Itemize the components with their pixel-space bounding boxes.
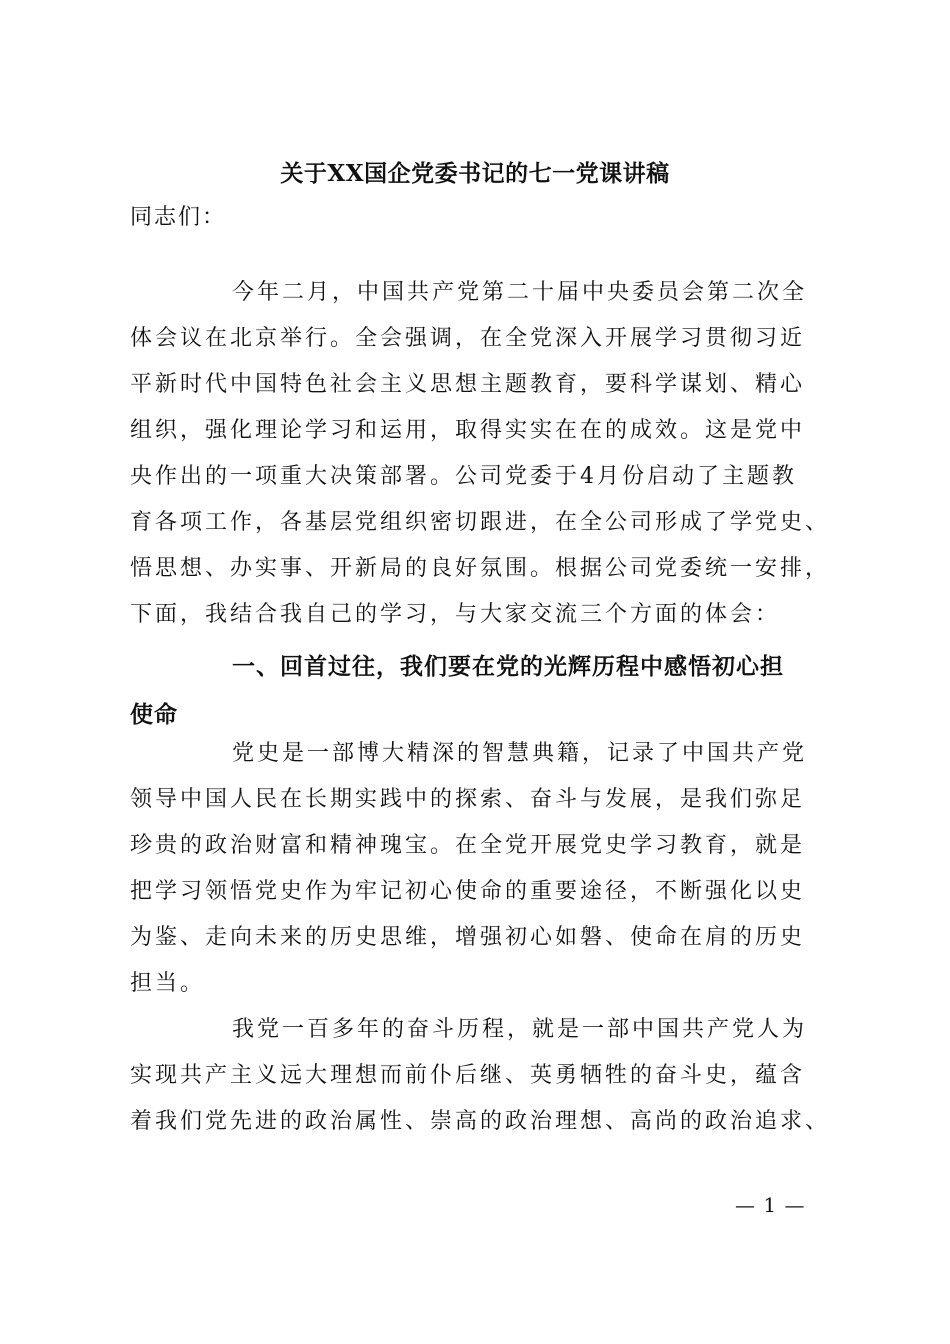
heading-line: 使命	[130, 702, 178, 728]
paragraph-line: 实现共产主义远大理想而前仆后继、英勇牺牲的奋斗史，蕴含	[130, 1063, 806, 1088]
section-heading-1	[130, 643, 850, 739]
document-title: 关于XX国企党委书记的七一党课讲稿	[280, 160, 670, 187]
paragraph-line: 平新时代中国特色社会主义思想主题教育，要科学谋划、精心	[130, 372, 806, 397]
paragraph-line: 我党一百多年的奋斗历程，就是一部中国共产党人为	[232, 1017, 808, 1042]
paragraph-line: 着我们党先进的政治属性、崇高的政治理想、高尚的政治追求、	[130, 1109, 831, 1134]
paragraph-line: 党史是一部博大精深的智慧典籍，记录了中国共产党	[232, 741, 808, 766]
paragraph-line: 担当。	[130, 971, 206, 996]
paragraph-line: 珍贵的政治财富和精神瑰宝。在全党开展党史学习教育，就是	[130, 833, 806, 858]
paragraph-line: 今年二月，中国共产党第二十届中央委员会第二次全	[232, 280, 808, 305]
paragraph-2	[130, 731, 830, 1007]
paragraph-line: 组织，强化理论学习和运用，取得实实在在的成效。这是党中	[130, 418, 806, 443]
paragraph-line: 育各项工作，各基层党组织密切跟进，在全公司形成了学党史、	[130, 510, 831, 535]
paragraph-line: 为鉴、走向未来的历史思维，增强初心如磐、使命在肩的历史	[130, 925, 806, 950]
paragraph-line: 领导中国人民在长期实践中的探索、奋斗与发展，是我们弥足	[130, 787, 806, 812]
paragraph-line: 体会议在北京举行。全会强调，在全党深入开展学习贯彻习近	[130, 326, 806, 351]
paragraph-line: 央作出的一项重大决策部署。公司党委于4月份启动了主题教	[130, 464, 797, 489]
paragraph-1	[130, 270, 830, 638]
paragraph-line: 下面，我结合我自己的学习，与大家交流三个方面的体会：	[130, 602, 781, 627]
heading-line: 一、回首过往，我们要在党的光辉历程中感悟初心担	[232, 654, 784, 680]
paragraph-3	[130, 1007, 830, 1145]
greeting: 同志们：	[130, 205, 227, 230]
paragraph-line: 把学习领悟党史作为牢记初心使命的重要途径，不断强化以史	[130, 879, 806, 904]
paragraph-line: 悟思想、办实事、开新局的良好氛围。根据公司党委统一安排，	[130, 556, 831, 581]
page-number: — 1 —	[735, 1193, 806, 1217]
